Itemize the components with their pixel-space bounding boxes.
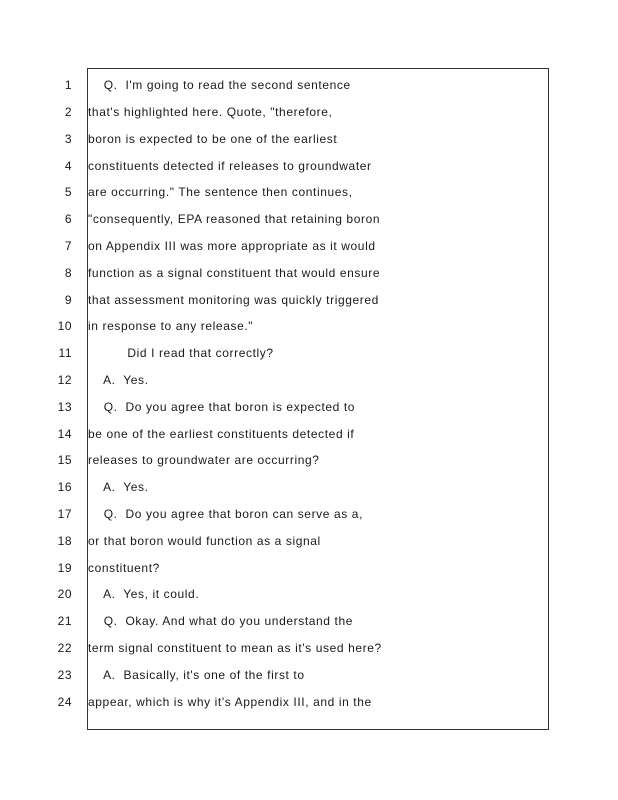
transcript-line [0, 287, 618, 313]
transcript-line [0, 126, 618, 152]
line-number: 6 [64, 212, 72, 226]
line-text: term signal constituent to mean as it's used here? [88, 641, 382, 655]
line-number: 18 [57, 534, 72, 548]
line-text: that assessment monitoring was quickly triggered [88, 293, 379, 307]
line-number: 10 [57, 319, 72, 333]
transcript-line [0, 447, 618, 473]
line-text: be one of the earliest constituents detected if [88, 427, 355, 441]
line-text: A. Basically, it's one of the first to [88, 668, 305, 682]
transcript-line [0, 99, 618, 125]
transcript-line [0, 501, 618, 527]
line-number: 16 [57, 480, 72, 494]
transcript-line [0, 394, 618, 420]
line-text: on Appendix III was more appropriate as it would [88, 239, 376, 253]
line-text: in response to any release." [88, 319, 254, 333]
transcript-line [0, 689, 618, 715]
line-text: function as a signal constituent that would ensure [88, 266, 381, 280]
line-number: 5 [64, 185, 72, 199]
line-number: 4 [64, 159, 72, 173]
line-number: 9 [64, 293, 72, 307]
line-text: constituents detected if releases to groundwater [88, 159, 372, 173]
line-number: 1 [64, 78, 72, 92]
line-number: 14 [57, 427, 72, 441]
transcript-line [0, 340, 618, 366]
transcript-line [0, 72, 618, 98]
line-text: Q. Do you agree that boron is expected to [88, 400, 356, 414]
transcript-line [0, 206, 618, 232]
line-number: 7 [64, 239, 72, 253]
line-text: appear, which is why it's Appendix III, and in the [88, 695, 372, 709]
transcript-line [0, 581, 618, 607]
line-text: Q. Do you agree that boron can serve as a, [88, 507, 364, 521]
line-text: Q. Okay. And what do you understand the [88, 614, 353, 628]
line-text: boron is expected to be one of the earliest [88, 132, 338, 146]
transcript-line [0, 153, 618, 179]
line-text: that's highlighted here. Quote, "therefore, [88, 105, 333, 119]
transcript-line [0, 367, 618, 393]
transcript-line [0, 179, 618, 205]
line-number: 21 [57, 614, 72, 628]
line-text: constituent? [88, 561, 160, 575]
line-number: 23 [57, 668, 72, 682]
line-number: 12 [57, 373, 72, 387]
line-text: A. Yes, it could. [88, 587, 200, 601]
line-text: or that boron would function as a signal [88, 534, 321, 548]
transcript-line [0, 313, 618, 339]
transcript-line [0, 233, 618, 259]
line-text: releases to groundwater are occurring? [88, 453, 320, 467]
line-number: 17 [57, 507, 72, 521]
line-number: 22 [57, 641, 72, 655]
line-number: 8 [64, 266, 72, 280]
line-number: 2 [64, 105, 72, 119]
transcript-line [0, 662, 618, 688]
line-text: are occurring." The sentence then continues, [88, 185, 353, 199]
line-number: 20 [57, 587, 72, 601]
transcript-line [0, 635, 618, 661]
line-text: Q. I'm going to read the second sentence [88, 78, 351, 92]
line-number: 15 [57, 453, 72, 467]
transcript-line [0, 528, 618, 554]
line-number: 3 [64, 132, 72, 146]
line-number: 13 [57, 400, 72, 414]
line-number: 19 [57, 561, 72, 575]
line-text: A. Yes. [88, 480, 149, 494]
transcript-line [0, 555, 618, 581]
line-text: A. Yes. [88, 373, 149, 387]
transcript-line [0, 421, 618, 447]
transcript-line [0, 260, 618, 286]
transcript-line [0, 608, 618, 634]
line-text: Did I read that correctly? [88, 346, 274, 360]
line-number: 24 [57, 695, 72, 709]
transcript-line [0, 474, 618, 500]
line-text: "consequently, EPA reasoned that retaining boron [88, 212, 381, 226]
line-number: 11 [58, 346, 72, 360]
